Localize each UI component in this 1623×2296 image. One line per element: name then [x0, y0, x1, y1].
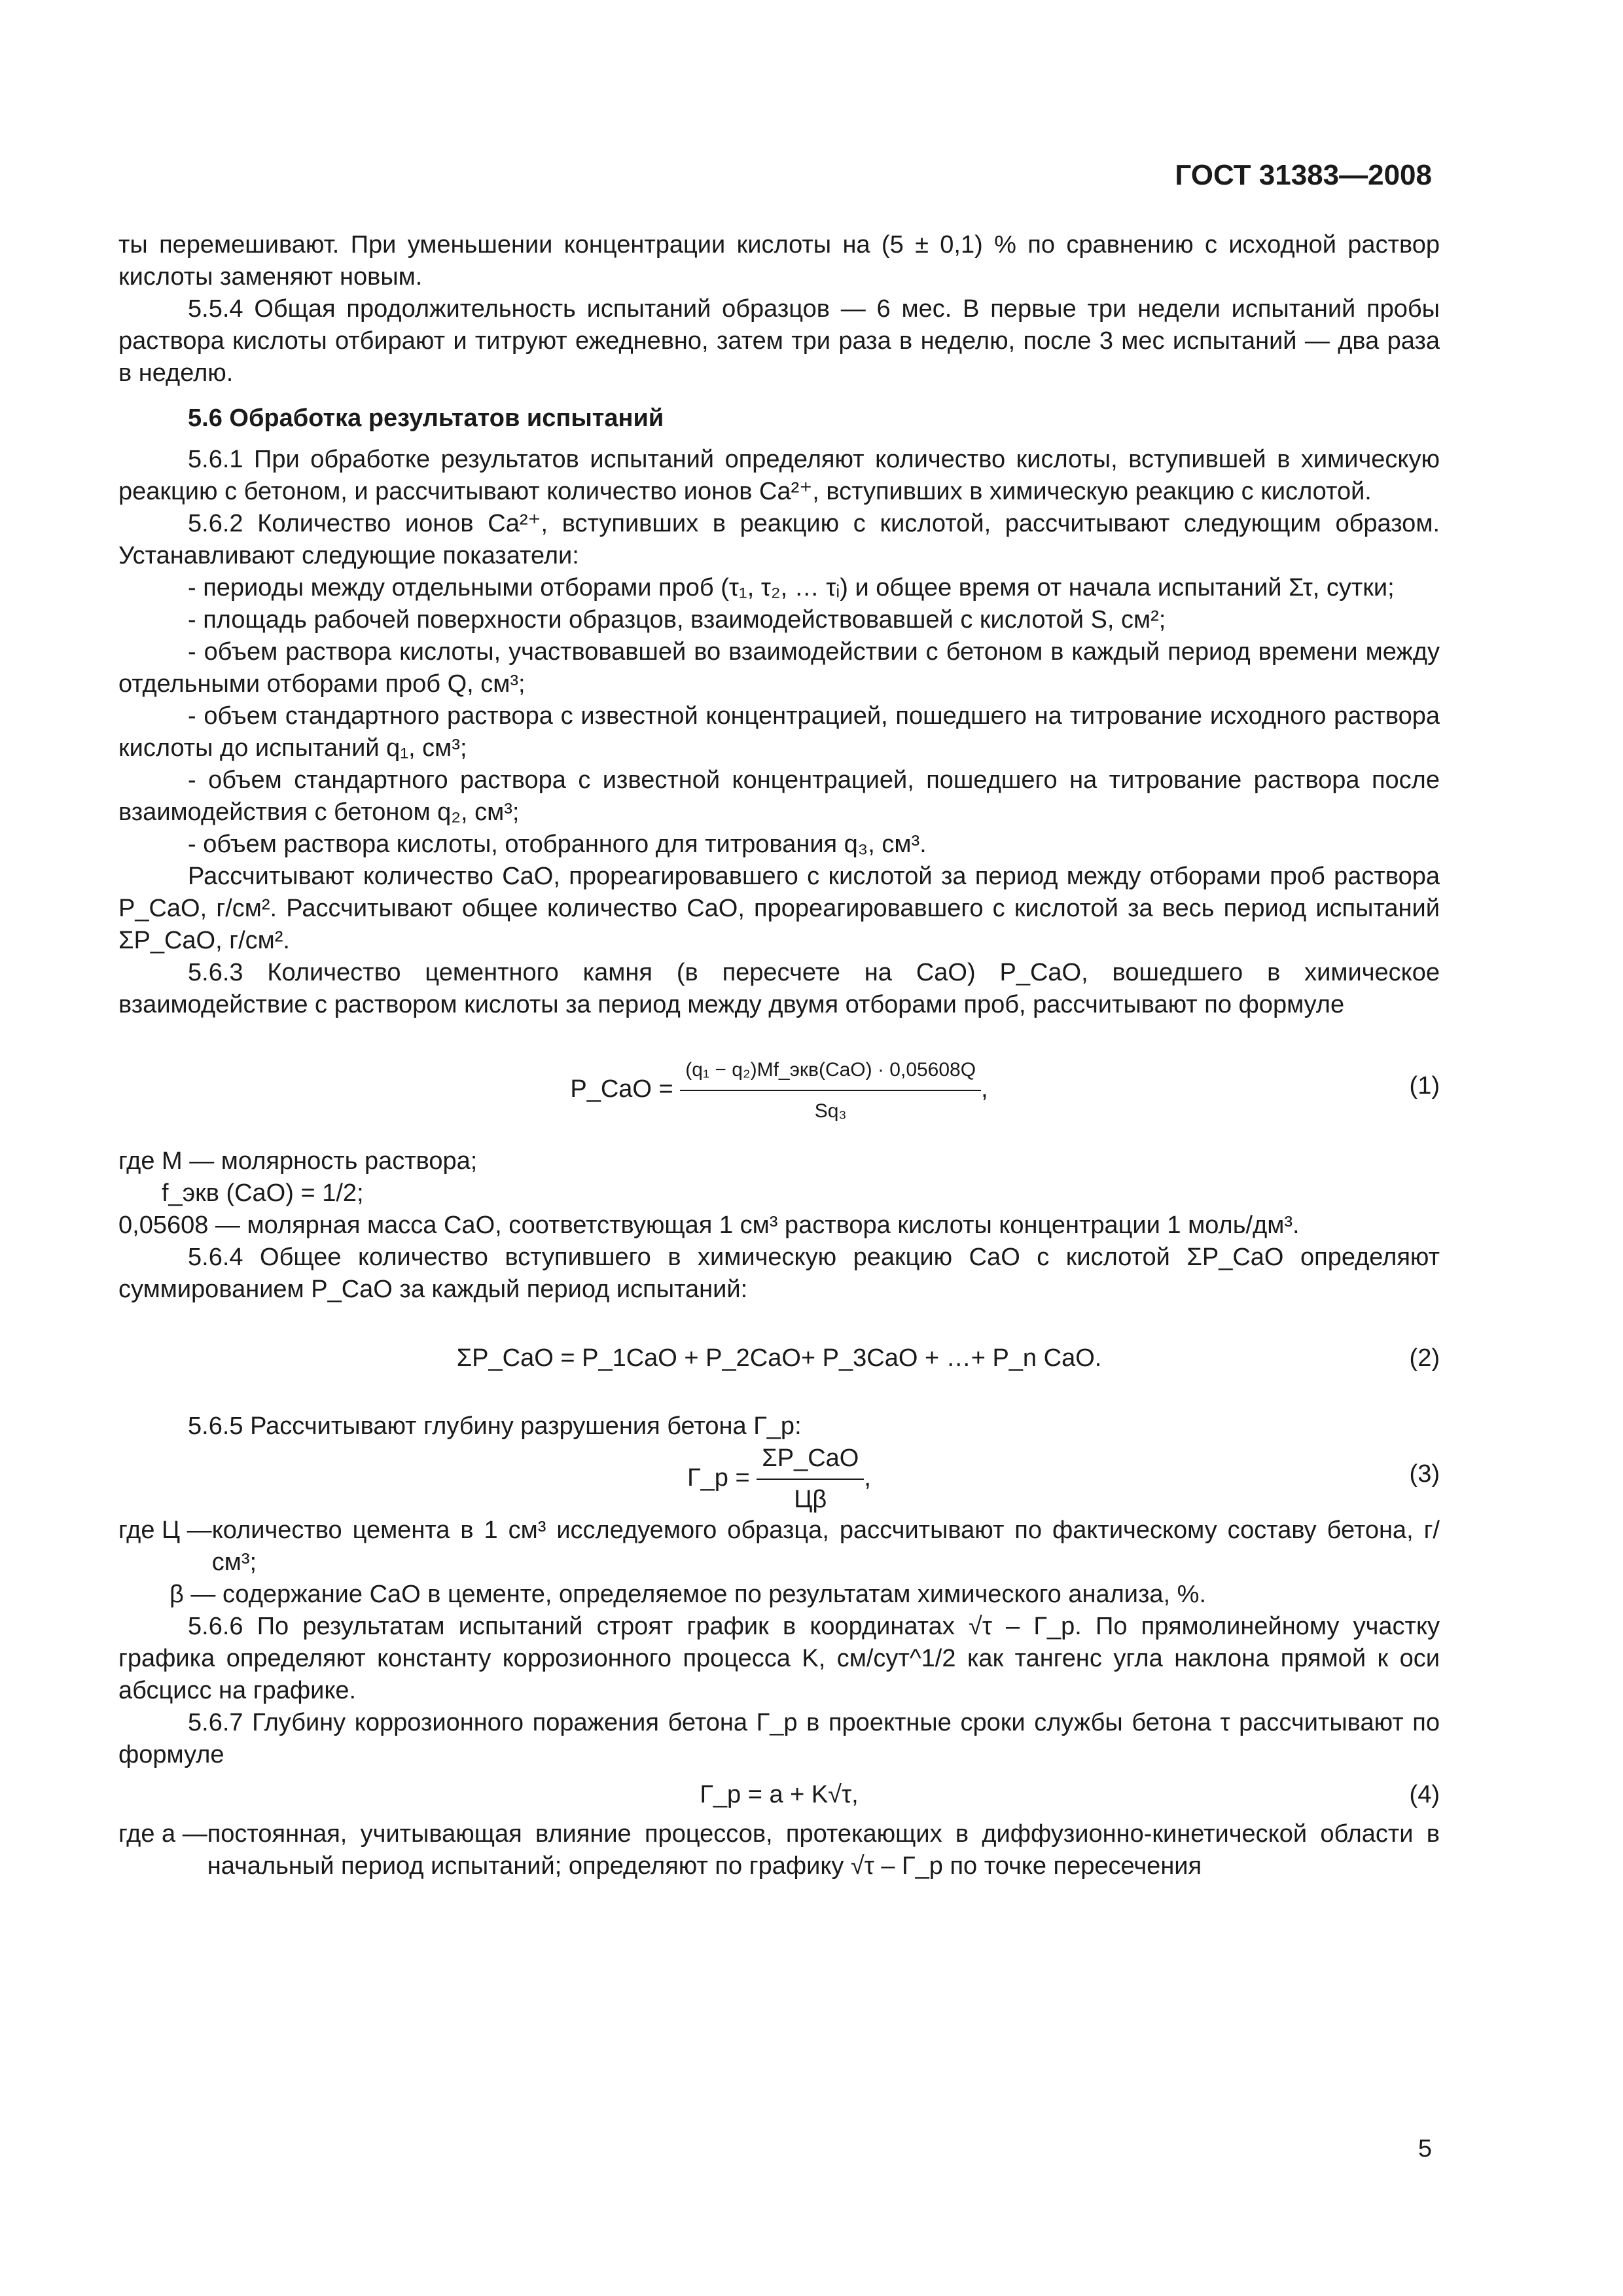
- formula-4-number: (4): [1409, 1781, 1440, 1808]
- legend-equivalence-factor: f_экв (CaO) = 1/2;: [162, 1179, 364, 1207]
- formula-3-numerator: ΣP_CaO: [757, 1443, 864, 1480]
- formula-3-lhs: Г_р =: [687, 1464, 750, 1492]
- paragraph-5-6-7: 5.6.7 Глубину коррозионного поражения бетона Г_р в проектные сроки службы бетона τ рассчитывают по формуле: [118, 1709, 1440, 1768]
- formula-3-number: (3): [1409, 1460, 1440, 1488]
- legend-molar-mass: 0,05608 — молярная масса CaO, соответствующая 1 см³ раствора кислоты концентрации 1 моль/дм³.: [118, 1211, 1300, 1239]
- paragraph-5-6-2: 5.6.2 Количество ионов Ca²⁺, вступивших в реакцию с кислотой, рассчитывают следующим образом. Устанавливают следующие показатели:: [118, 510, 1440, 569]
- paragraph-calculation: Рассчитывают количество CaO, прореагировавшего с кислотой за период между отборами проб раствора P_CaO, г/см². Рассчитывают общее количество CaO, прореагировавшего с кислотой за весь период испытаний ΣP_CaO, г/см².: [118, 863, 1440, 954]
- section-heading-5-6: 5.6 Обработка результатов испытаний: [188, 404, 664, 432]
- formula-4-expression: Г_р = a + K√τ,: [700, 1781, 859, 1808]
- legend-constant-a-symbol: где a —: [118, 1820, 207, 1848]
- formula-2-number: (2): [1409, 1344, 1440, 1372]
- legend-constant-a-text: постоянная, учитывающая влияние процессов, протекающих в диффузионно-кинетической области в начальный период испытаний; определяют по графику √τ – Г_р по точке пересечения: [207, 1820, 1440, 1880]
- paragraph-5-6-1: 5.6.1 При обработке результатов испытаний определяют количество кислоты, вступившей в химическую реакцию с бетоном, и рассчитывают количество ионов Ca²⁺, вступивших в химическую реакцию с кислотой.: [118, 446, 1440, 505]
- paragraph-5-6-3: 5.6.3 Количество цементного камня (в пересчете на CaO) P_CaO, вошедшего в химическое взаимодействие с раствором кислоты за период между двумя отборами проб, рассчитывают по формуле: [118, 959, 1440, 1018]
- formula-3-comma: ,: [864, 1464, 871, 1492]
- list-item: - объем стандартного раствора с известной концентрацией, пошедшего на титрование раствора после взаимодействия с бетоном q₂, см³;: [118, 766, 1440, 826]
- formula-3-denominator: Цβ: [794, 1486, 827, 1513]
- list-item: - объем стандартного раствора с известной концентрацией, пошедшего на титрование исходного раствора кислоты до испытаний q₁, см³;: [118, 702, 1440, 762]
- paragraph-continuation: ты перемешивают. При уменьшении концентрации кислоты на (5 ± 0,1) % по сравнению с исходной раствор кислоты заменяют новым.: [118, 231, 1440, 291]
- paragraph-5-6-5: 5.6.5 Рассчитывают глубину разрушения бетона Г_р:: [188, 1412, 802, 1440]
- paragraph-5-6-4: 5.6.4 Общее количество вступившего в химическую реакцию CaO с кислотой ΣP_CaO определяют суммированием P_CaO за каждый период испытаний:: [118, 1244, 1440, 1303]
- formula-4: [118, 1771, 1440, 1818]
- paragraph-5-6-6: 5.6.6 По результатам испытаний строят график в координатах √τ – Г_р. По прямолинейному участку графика определяют константу коррозионного процесса K, см/сут^1/2 как тангенс угла наклона прямой к оси абсцисс на графике.: [118, 1613, 1440, 1704]
- list-item: - объем раствора кислоты, отобранного для титрования q₃, см³.: [188, 831, 927, 858]
- legend-constant-a: [118, 1818, 1440, 1882]
- page-number: 5: [1418, 2135, 1432, 2162]
- formula-1-fraction: [680, 1054, 981, 1127]
- formula-1-numerator: (q₁ − q₂)Mf_экв(CaO) · 0,05608Q: [680, 1054, 981, 1091]
- document-code: ГОСТ 31383—2008: [1175, 159, 1432, 191]
- formula-1-comma: ,: [981, 1075, 988, 1103]
- formula-1-denominator: Sq₃: [814, 1100, 847, 1122]
- legend-cement-text: количество цемента в 1 см³ исследуемого образца, рассчитывают по фактическому составу бетона, г/см³;: [211, 1516, 1440, 1576]
- formula-1-number: (1): [1409, 1072, 1440, 1100]
- list-item: - периоды между отдельными отборами проб (τ₁, τ₂, … τᵢ) и общее время от начала испытаний Στ, сутки;: [188, 574, 1395, 601]
- formula-2-expression: ΣP_CaO = P_1CaO + P_2CaO+ P_3CaO + …+ P_n CaO.: [456, 1344, 1102, 1372]
- list-item: - объем раствора кислоты, участвовавшей во взаимодействии с бетоном в каждый период времени между отдельными отборами проб Q, см³;: [118, 638, 1440, 698]
- formula-1: [118, 1021, 1440, 1145]
- legend-molarity: где M — молярность раствора;: [118, 1147, 478, 1175]
- formula-1-lhs: P_CaO =: [570, 1075, 673, 1103]
- formula-3: [118, 1443, 1440, 1515]
- legend-cement-symbol: где Ц —: [118, 1516, 212, 1544]
- paragraph-5-5-4: 5.5.4 Общая продолжительность испытаний образцов — 6 мес. В первые три недели испытаний пробы раствора кислоты отбирают и титруют ежедневно, затем три раза в неделю, после 3 мес испытаний — два раза в неделю.: [118, 295, 1440, 387]
- formula-2: [118, 1306, 1440, 1410]
- document-body: [118, 229, 1440, 1882]
- legend-cement: [118, 1515, 1440, 1579]
- legend-beta: β — содержание CaO в цементе, определяемое по результатам химического анализа, %.: [169, 1581, 1207, 1608]
- list-item: - площадь рабочей поверхности образцов, взаимодействовавшей с кислотой S, см²;: [188, 606, 1166, 634]
- formula-3-fraction: [757, 1443, 864, 1516]
